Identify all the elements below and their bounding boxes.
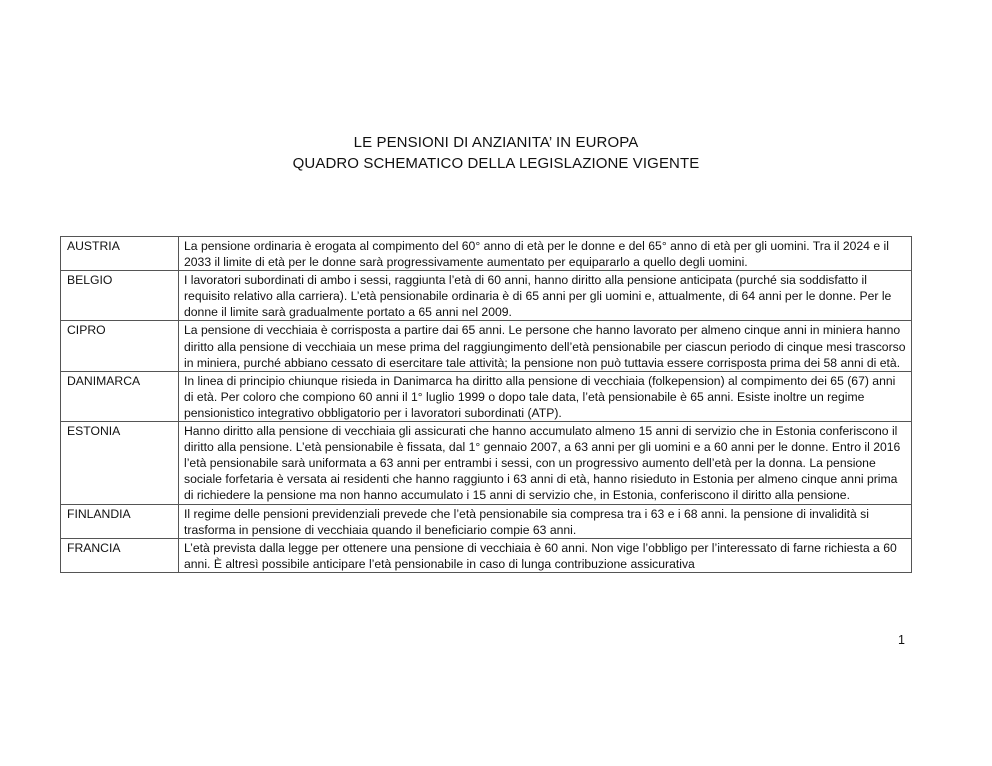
- pension-table: [60, 236, 912, 573]
- table-row: [61, 504, 912, 538]
- document-title: [0, 132, 992, 174]
- description-cell: In linea di principio chiunque risieda in Danimarca ha diritto alla pensione di vecchiaia (folkepension) al compimento dei 65 (67) anni di età. Per coloro che compiono 60 anni il 1° luglio 1999 o dopo tale data, l’età pensionabile è 65 anni. Esiste inoltre un regime pensionistico integrativo obbligatorio per i lavoratori subordinati (ATP).: [179, 371, 912, 421]
- country-cell: ESTONIA: [61, 422, 179, 504]
- pension-table-container: [60, 236, 911, 573]
- description-cell: La pensione di vecchiaia è corrisposta a partire dai 65 anni. Le persone che hanno lavorato per almeno cinque anni in miniera hanno diritto alla pensione di vecchiaia un mese prima del raggiungimento dell’età pensionabile per ciascun periodo di cinque mesi trascorso in miniera, purché abbiano cessato di esercitare tale attività; la pensione non può tuttavia essere corrisposta prima dei 58 anni di età.: [179, 321, 912, 371]
- country-cell: FINLANDIA: [61, 504, 179, 538]
- country-cell: CIPRO: [61, 321, 179, 371]
- description-cell: La pensione ordinaria è erogata al compimento del 60° anno di età per le donne e del 65° anno di età per gli uomini. Tra il 2024 e il 2033 il limite di età per le donne sarà progressivamente aumentato per equipararlo a quello degli uomini.: [179, 237, 912, 271]
- table-row: [61, 538, 912, 572]
- country-cell: DANIMARCA: [61, 371, 179, 421]
- description-cell: I lavoratori subordinati di ambo i sessi, raggiunta l’età di 60 anni, hanno diritto alla pensione anticipata (purché sia soddisfatto il requisito relativo alla carriera). L’età pensionabile ordinaria è di 65 anni per gli uomini e, attualmente, di 64 anni per le donne. Per le donne il limite sarà gradualmente portato a 65 anni nel 2009.: [179, 271, 912, 321]
- table-row: [61, 422, 912, 504]
- table-row: [61, 271, 912, 321]
- country-cell: FRANCIA: [61, 538, 179, 572]
- table-row: [61, 371, 912, 421]
- country-cell: BELGIO: [61, 271, 179, 321]
- country-cell: AUSTRIA: [61, 237, 179, 271]
- table-row: [61, 237, 912, 271]
- table-row: [61, 321, 912, 371]
- description-cell: L’età prevista dalla legge per ottenere una pensione di vecchiaia è 60 anni. Non vige l’obbligo per l’interessato di farne richiesta a 60 anni. È altresì possibile anticipare l’età pensionabile in caso di lunga contribuzione assicurativa: [179, 538, 912, 572]
- page-number: 1: [898, 633, 905, 647]
- title-line-2: QUADRO SCHEMATICO DELLA LEGISLAZIONE VIGENTE: [292, 155, 700, 172]
- description-cell: Hanno diritto alla pensione di vecchiaia gli assicurati che hanno accumulato almeno 15 anni di servizio che in Estonia conferiscono il diritto alla pensione. L’età pensionabile è fissata, dal 1° gennaio 2007, a 63 anni per gli uomini e a 60 anni per le donne. Entro il 2016 l’età pensionabile sarà uniformata a 63 anni per entrambi i sessi, con un progressivo aumento dell’età per la donna. La pensione sociale forfetaria è versata ai residenti che hanno raggiunto i 63 anni di età, hanno risieduto in Estonia per almeno cinque anni prima di richiedere la pensione ma non hanno accumulato i 15 anni di servizio che, in Estonia, conferiscono il diritto alla pensione.: [179, 422, 912, 504]
- description-cell: Il regime delle pensioni previdenziali prevede che l’età pensionabile sia compresa tra i 63 e i 68 anni. la pensione di invalidità si trasforma in pensione di vecchiaia quando il beneficiario compie 63 anni.: [179, 504, 912, 538]
- title-line-1: LE PENSIONI DI ANZIANITA’ IN EUROPA: [353, 134, 639, 151]
